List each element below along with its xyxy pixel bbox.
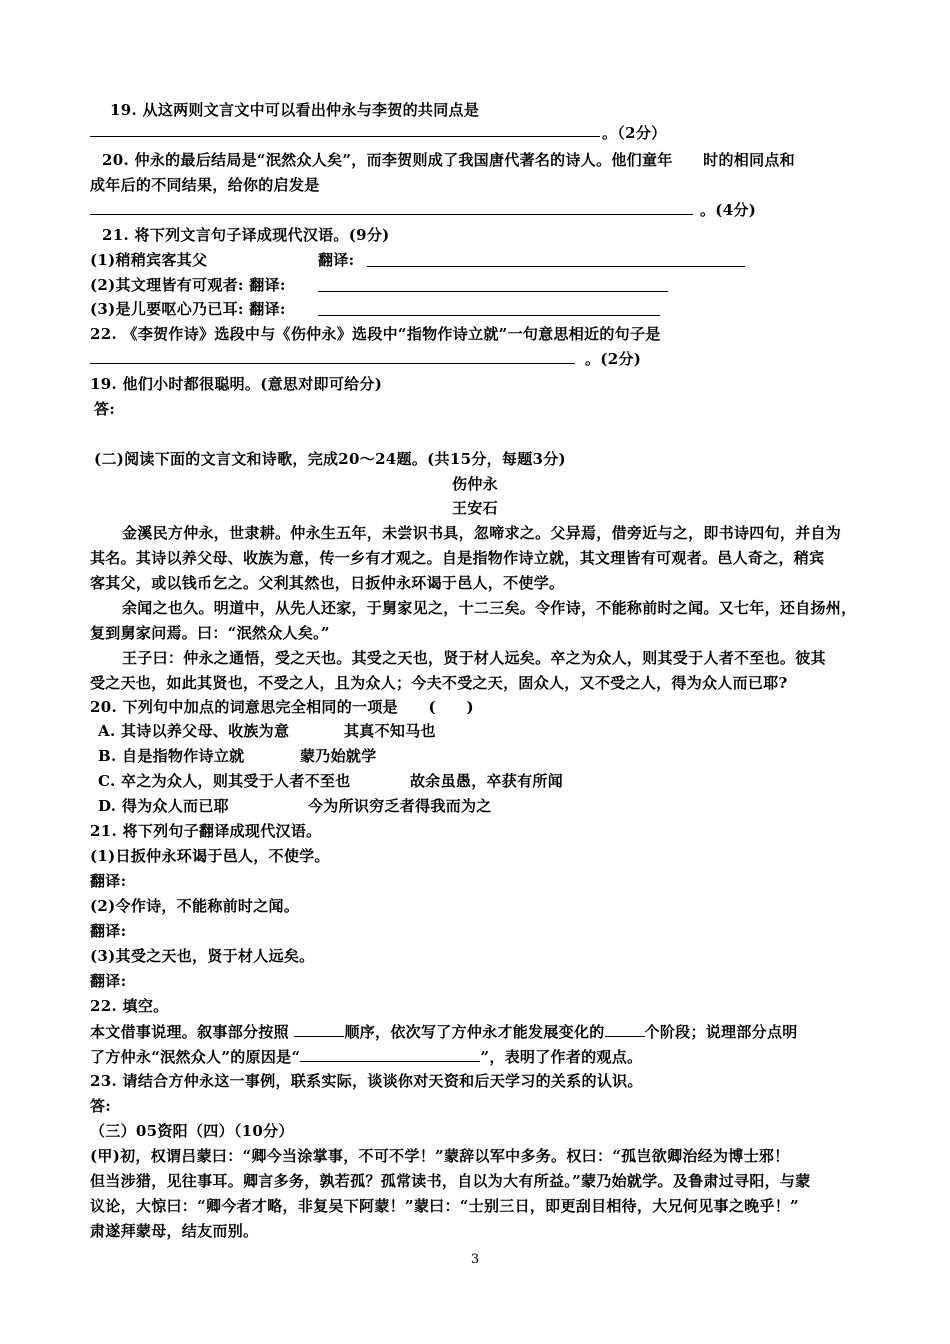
q20-top-line2: 成年后的不同结果，给你的启发是 [90,176,320,194]
q19-top-score: 。（2分） [602,124,667,142]
q21-top-item1: (1)稍稍宾客其父 [90,251,208,269]
section2-heading: (二)阅读下面的文言文和诗歌，完成20～24题。(共15分，每题3分) [94,450,566,468]
q22-text: 本文借事说理。叙事部分按照 [90,1023,289,1041]
translation-label: 翻译: [90,872,127,890]
fill-blank [294,1021,344,1037]
q21-top-item3: (3)是儿要呕心乃已耳: 翻译: [90,300,286,318]
q20-option-b: B. 自是指物作诗立就 [98,747,245,765]
answer-blank-line [318,315,660,316]
q21-top-item2: (2)其文理皆有可观者: 翻译: [90,276,286,294]
section3-line: 肃遂拜蒙母，结友而别。 [90,1222,259,1240]
translation-label: 翻译: [90,922,127,940]
answer-label: 答: [90,1097,112,1115]
q20-option-c-compare: 故余虽愚，卒获有所闻 [410,772,564,790]
q20-option-b-compare: 蒙乃始就学 [300,747,377,765]
answer-blank-line [367,266,745,267]
passage-author: 王安石 [452,499,498,517]
q23-stem: 23. 请结合方仲永这一事例，联系实际，谈谈你对天资和后天学习的关系的认识。 [90,1072,643,1090]
answer-19: 19. 他们小时都很聪明。(意思对即可给分) [90,375,383,393]
q22-text: ”，表明了作者的观点。 [480,1048,643,1066]
page-number: 3 [470,1252,480,1267]
answer-blank-line [90,214,693,215]
section3-heading: （三）05资阳（四）（10分） [90,1122,294,1140]
section3-line: 但当涉猎，见往事耳。卿言多务，孰若孤？孤常读书，自以为大有所益。”蒙乃始就学。及鲁肃过寻阳，与蒙 [90,1172,811,1190]
q20-option-a-compare: 其真不知马也 [344,722,436,740]
answer-label: 答: [94,400,116,418]
passage-paragraph-line: 复到舅家问焉。曰：“泯然众人矣。” [90,624,330,642]
q22-text: 个阶段；说理部分点明 [644,1023,798,1041]
q20-option-d-compare: 今为所识穷乏者得我而为之 [308,797,492,815]
answer-blank-line [90,136,600,137]
passage-paragraph-line: 受之天也，如此其贤也，不受之人，且为众人；今夫不受之天，固众人，又不受之人，得为众人而已耶? [90,674,788,692]
q21-stem: 21. 将下列句子翻译成现代汉语。 [90,822,322,840]
q21-sentence-1: (1)日扳仲永环谒于邑人，不使学。 [90,847,330,865]
q20-top-score: 。(4分) [700,201,757,219]
q22-text: 顺序，依次写了方仲永才能发展变化的 [344,1023,605,1041]
q22-top-stem: 22. 《李贺作诗》选段中与《伤仲永》选段中“指物作诗立就”一句意思相近的句子是 [90,325,661,343]
answer-blank-line [318,291,668,292]
q19-top-stem: 19. 从这两则文言文中可以看出仲永与李贺的共同点是 [110,101,480,119]
passage-title: 伤仲永 [452,475,498,493]
q22-line2 [90,1046,642,1067]
section3-line: 议论，大惊曰：“卿今者才略，非复吴下阿蒙！”蒙曰：“士别三日，即更刮目相待，大兄何见事之晚乎！” [90,1197,799,1215]
fill-blank [605,1021,645,1037]
passage-paragraph-line: 其名。其诗以养父母、收族为意，传一乡有才观之。自是指物作诗立就，其文理皆有可观者。邑人奇之，稍宾 [90,549,825,567]
q21-sentence-2: (2)令作诗，不能称前时之闻。 [90,897,300,915]
q22-top-score: 。(2分) [585,350,642,368]
q22-line1 [90,1021,798,1042]
passage-paragraph-line: 客其父，或以钱币乞之。父利其然也，日扳仲永环谒于邑人，不使学。 [90,574,565,592]
passage-paragraph-line: 王子曰：仲永之通悟，受之天也。其受之天也，贤于材人远矣。卒之为众人，则其受于人者不至也。彼其 [122,649,826,667]
passage-paragraph-line: 金溪民方仲永，世隶耕。仲永生五年，未尝识书具，忽啼求之。父异焉，借旁近与之，即书诗四句，并自为 [122,524,842,542]
q20-option-c: C. 卒之为众人，则其受于人者不至也 [98,772,351,790]
q21-top-item1-label: 翻译: [318,251,355,269]
q21-top-stem: 21. 将下列文言句子译成现代汉语。(9分) [102,226,390,244]
q21-sentence-3: (3)其受之天也，贤于材人远矣。 [90,947,315,965]
q20-option-d: D. 得为众人而已耶 [98,797,229,815]
q20-stem: 20. 下列句中加点的词意思完全相同的一项是 ( ) [90,698,474,716]
q20-top-line1: 20. 仲永的最后结局是“泯然众人矣”，而李贺则成了我国唐代著名的诗人。他们童年 时的相同点和 [102,151,795,169]
fill-blank [300,1046,480,1062]
answer-blank-line [90,363,575,364]
translation-label: 翻译: [90,972,127,990]
section3-line: (甲)初，权谓吕蒙曰：“卿今当涂掌事，不可不学！”蒙辞以军中多务。权曰：“孤岂欲卿治经为博士邪！ [90,1147,790,1165]
q22-stem: 22. 填空。 [90,997,169,1015]
q20-option-a: A. 其诗以养父母、收族为意 [98,722,290,740]
passage-paragraph-line: 余闻之也久。明道中，从先人还家，于舅家见之，十二三矣。令作诗，不能称前时之闻。又七年，还自扬州， [122,599,857,617]
q22-text: 了方仲永“泯然众人”的原因是“ [90,1048,301,1066]
